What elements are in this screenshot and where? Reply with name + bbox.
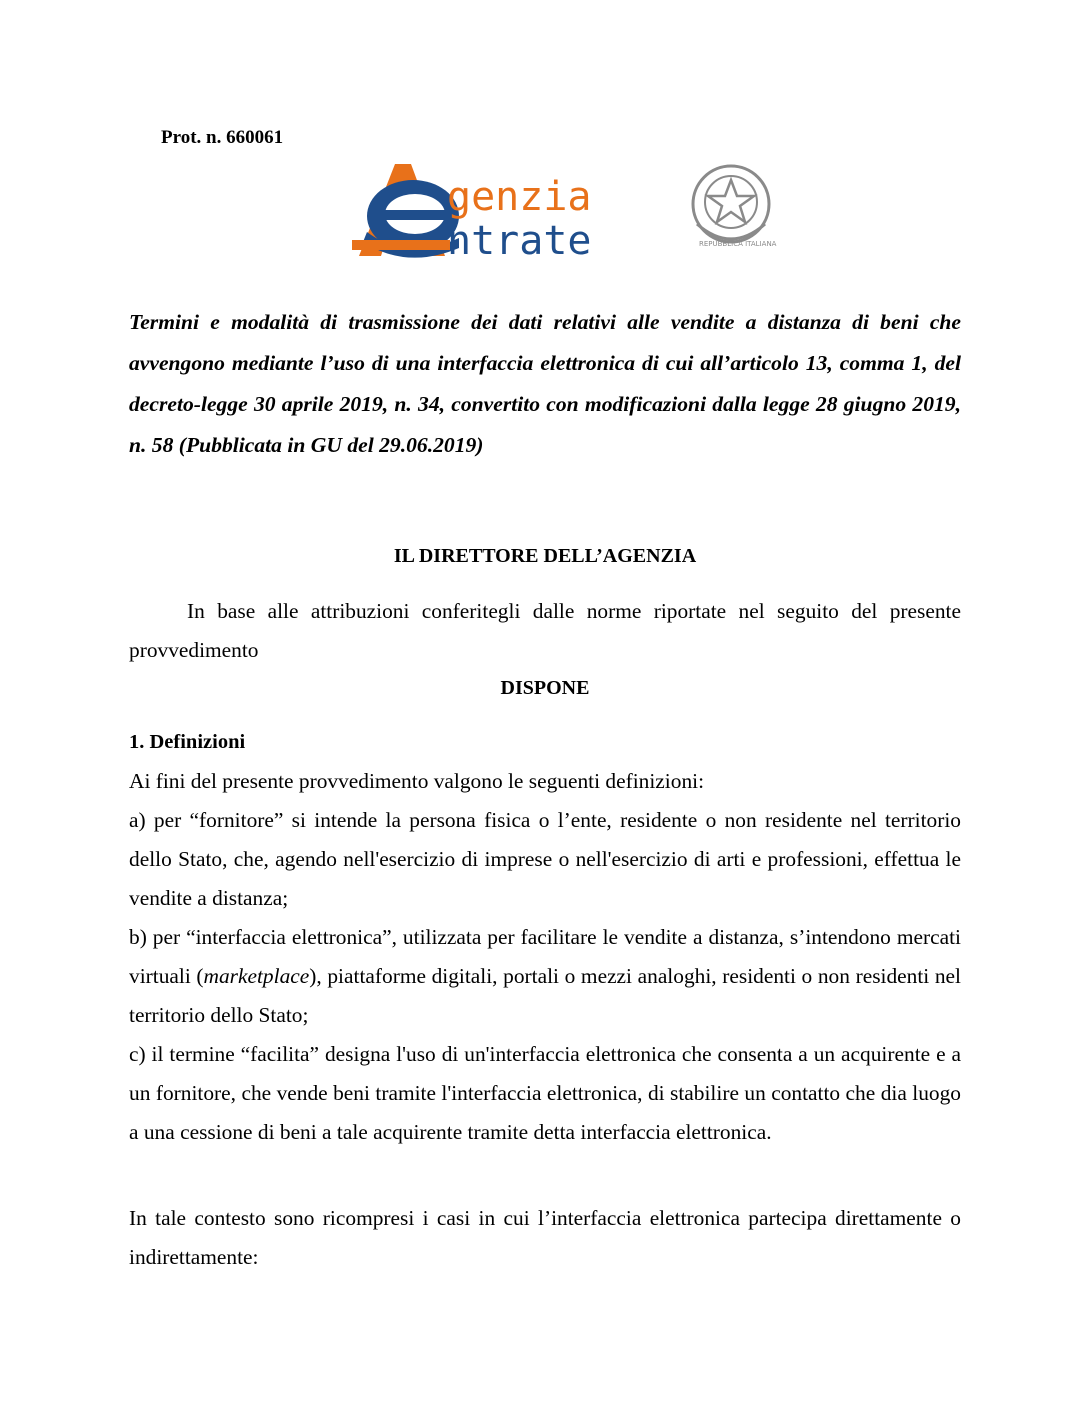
logo-graphic bbox=[347, 158, 777, 268]
dispone-heading: DISPONE bbox=[500, 677, 590, 699]
definition-b-italic: marketplace bbox=[203, 964, 310, 988]
protocol-number: Prot. n. 660061 bbox=[161, 127, 284, 148]
section-1-title: 1. Definizioni bbox=[129, 731, 246, 753]
republic-emblem-icon bbox=[693, 166, 777, 248]
emblem-caption: REPUBBLICA ITALIANA bbox=[699, 240, 777, 248]
definition-a: a) per “fornitore” si intende la persona fisica o l’ente, residente o non residente nel territorio dello Stato, che, agendo nell'esercizio di imprese o nell'esercizio di arti e professioni, effettua le vendite a distanza; bbox=[129, 808, 961, 910]
definition-b bbox=[129, 918, 961, 1035]
director-heading: IL DIRETTORE DELL’AGENZIA bbox=[393, 545, 697, 567]
definition-b-text-1: b) per “interfaccia elettronica”, utilizzata per facilitare le vendite a distanza, s’intendono mercati virtuali ( bbox=[129, 925, 961, 988]
definition-c: c) il termine “facilita” designa l'uso di un'interfaccia elettronica che consenta a un acquirente e a un fornitore, che vende beni tramite l'interfaccia elettronica, di stabilire un contatto che dia luogo a una cessione di beni a tale acquirente tramite detta interfaccia elettronica. bbox=[129, 1042, 961, 1144]
logo-line2: ntrate bbox=[447, 218, 592, 264]
logo-line1: genzia bbox=[447, 174, 592, 220]
intro-paragraph: In base alle attribuzioni conferitegli dalle norme riportate nel seguito del presente provvedimento bbox=[129, 599, 961, 662]
definition-b-text-2: ), piattaforme digitali, portali o mezzi analoghi, residenti o non residenti nel territorio dello Stato; bbox=[129, 964, 961, 1027]
document-title: Termini e modalità di trasmissione dei dati relativi alle vendite a distanza di beni che avvengono mediante l’uso di una interfaccia elettronica di cui all’articolo 13, comma 1, del decreto-legge 30 aprile 2019, n. 34, convertito con modificazioni dalla legge 28 giugno 2019, n. 58 (Pubblicata in GU del 29.06.2019) bbox=[129, 310, 961, 457]
definitions-intro: Ai fini del presente provvedimento valgono le seguenti definizioni: bbox=[129, 769, 705, 793]
context-paragraph: In tale contesto sono ricompresi i casi in cui l’interfaccia elettronica partecipa direttamente o indirettamente: bbox=[129, 1206, 961, 1269]
agenzia-entrate-logo bbox=[347, 158, 777, 268]
